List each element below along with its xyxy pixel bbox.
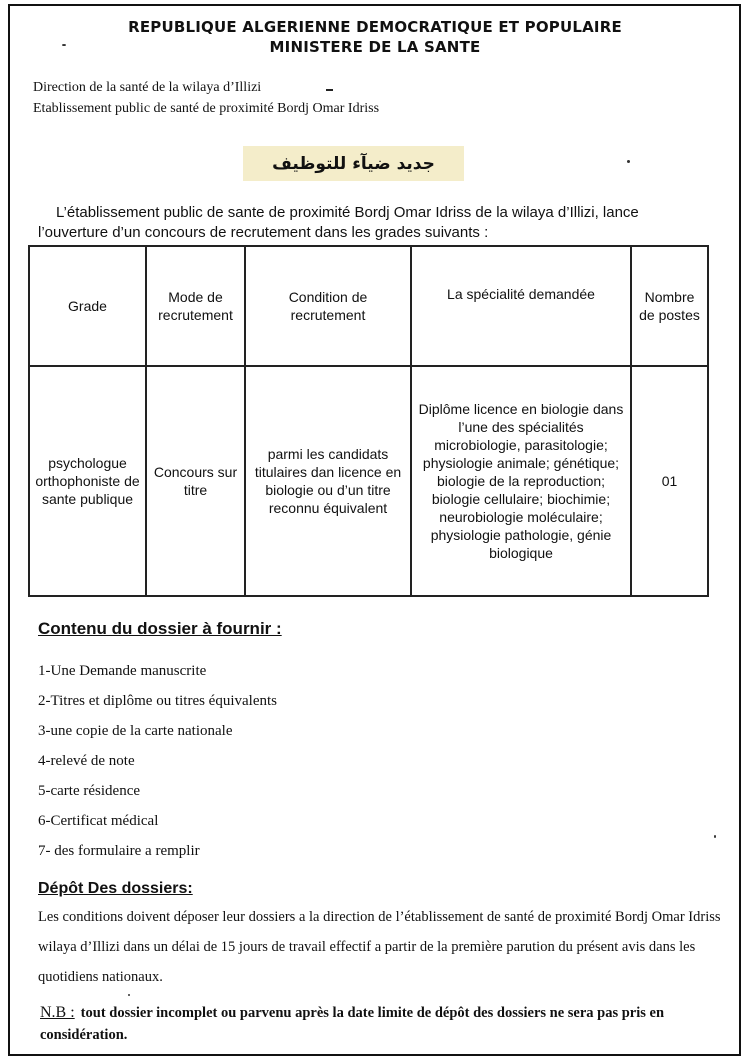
dash-mark	[326, 89, 333, 91]
list-item: 1-Une Demande manuscrite	[38, 663, 207, 679]
list-item: 3-une copie de la carte nationale	[38, 723, 233, 739]
list-item: 2-Titres et diplôme ou titres équivalents	[38, 693, 277, 709]
header-nombre: Nombre de postes	[631, 246, 708, 366]
scan-speck	[128, 994, 130, 996]
depot-title: Dépôt Des dossiers:	[38, 880, 193, 897]
dossier-list	[38, 656, 277, 866]
cell-grade: psychologue orthophoniste de sante publique	[29, 366, 146, 596]
grades-table	[28, 245, 709, 597]
arabic-banner: جديد ضيآء للتوظيف	[243, 146, 464, 181]
table-row	[29, 366, 708, 596]
intro-paragraph	[38, 203, 718, 243]
header-mode: Mode de recrutement	[146, 246, 245, 366]
cell-specialite: Diplôme licence en biologie dans l’une des spécialités microbiologie, parasitologie; physiologie animale; génétique; biologie de la reproduction; biologie cellulaire; biochimie; neurobiologie moléculaire; physiologie pathologie, génie biologique	[411, 366, 631, 596]
cell-nombre: 01	[631, 366, 708, 596]
list-item: 4-relevé de note	[38, 753, 135, 769]
establishment-line: Etablissement public de santé de proximité Bordj Omar Idriss	[33, 101, 380, 116]
header-grade: Grade	[29, 246, 146, 366]
list-item: 7- des formulaire a remplir	[38, 843, 200, 859]
ministry-heading: MINISTERE DE LA SANTE	[269, 38, 481, 56]
scan-speck	[627, 160, 630, 163]
nb-note	[40, 1002, 720, 1046]
scan-speck	[62, 44, 66, 46]
scan-speck	[714, 835, 716, 838]
list-item: 5-carte résidence	[38, 783, 141, 799]
intro-line-1: L’établissement public de sante de proximité Bordj Omar Idriss de la wilaya d’Illizi, lance	[56, 204, 639, 221]
cell-condition: parmi les candidats titulaires dan licence en biologie ou d’un titre reconnu équivalent	[245, 366, 411, 596]
cell-mode: Concours sur titre	[146, 366, 245, 596]
header-condition: Condition de recrutement	[245, 246, 411, 366]
direction-line: Direction de la santé de la wilaya d’Illizi	[33, 80, 262, 95]
table-header-row	[29, 246, 708, 366]
nb-label: N.B :	[40, 1004, 75, 1021]
header-specialite: La spécialité demandée	[411, 246, 631, 366]
intro-line-2: l’ouverture d’un concours de recrutement dans les grades suivants :	[38, 224, 489, 241]
nb-text: tout dossier incomplet ou parvenu après la date limite de dépôt des dossiers ne sera pas pris en considération.	[40, 1005, 665, 1043]
dossier-title: Contenu du dossier à fournir :	[38, 619, 282, 638]
list-item: 6-Certificat médical	[38, 813, 159, 829]
depot-paragraph: Les conditions doivent déposer leur dossiers a la direction de l’établissement de santé de proximité Bordj Omar Idriss wilaya d’Illizi dans un délai de 15 jours de travail effectif a partir de la première parution du présent avis dans les quotidiens nationaux.	[38, 909, 721, 985]
republic-heading: REPUBLIQUE ALGERIENNE DEMOCRATIQUE ET POPULAIRE	[128, 18, 622, 36]
